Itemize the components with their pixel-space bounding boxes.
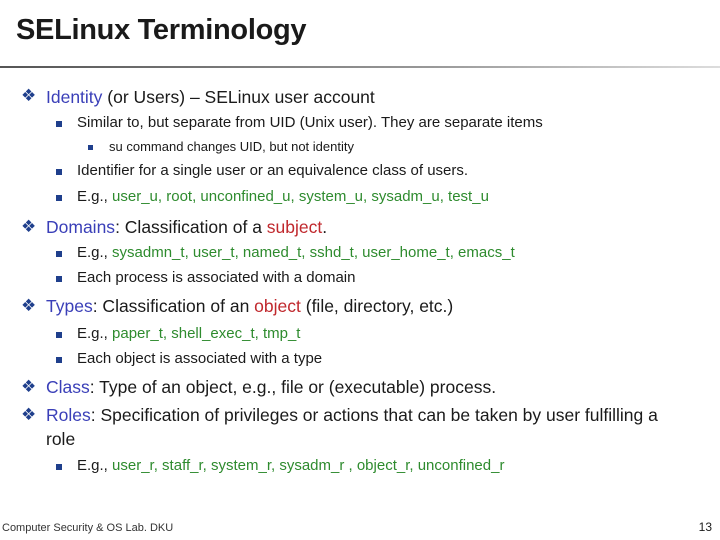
square-bullet-icon xyxy=(56,251,62,257)
term-domains: Domains xyxy=(46,217,116,237)
types-text-a: : Classification of an xyxy=(92,296,255,316)
term-class: Class xyxy=(46,377,90,397)
identity-text: (or Users) – SELinux user account xyxy=(102,87,375,107)
diamond-bullet-icon: ❖ xyxy=(21,217,37,236)
domains-examples: sysadmn_t, user_t, named_t, sshd_t, user_home_t, emacs_t xyxy=(112,244,515,261)
types-text-b: (file, directory, etc.) xyxy=(300,296,454,316)
types-sub-2: Each object is associated with a type xyxy=(77,350,323,367)
page-number: 13 xyxy=(698,520,712,534)
eg-prefix: E.g., xyxy=(77,244,113,261)
bullet-class xyxy=(46,377,496,398)
roles-examples: user_r, staff_r, system_r, sysadm_r , object_r, unconfined_r xyxy=(112,457,505,474)
diamond-bullet-icon: ❖ xyxy=(21,405,37,424)
term-types: Types xyxy=(46,296,93,316)
domains-text-b: . xyxy=(322,217,328,237)
square-bullet-icon xyxy=(56,464,62,470)
bullet-types xyxy=(46,296,453,317)
roles-sub-1 xyxy=(77,457,504,474)
square-bullet-icon xyxy=(56,357,62,363)
roles-text-line-1: : Specification of privileges or actions that can be taken by user fulfilling a xyxy=(90,405,658,425)
square-bullet-icon xyxy=(56,121,62,127)
domains-sub-1 xyxy=(77,244,515,261)
bullet-identity xyxy=(46,87,375,108)
square-bullet-icon xyxy=(56,169,62,175)
types-sub-1 xyxy=(77,325,300,342)
footer-credit: Computer Security & OS Lab. DKU xyxy=(2,522,174,534)
domains-text-a: : Classification of a xyxy=(115,217,267,237)
domains-highlight: subject xyxy=(266,217,323,237)
bullet-roles xyxy=(46,405,658,426)
identity-sub-2: Identifier for a single user or an equivalence class of users. xyxy=(77,162,469,179)
identity-examples: user_u, root, unconfined_u, system_u, sysadm_u, test_u xyxy=(112,188,489,205)
identity-sub-1a: su command changes UID, but not identity xyxy=(109,139,354,154)
class-text: : Type of an object, e.g., file or (executable) process. xyxy=(89,377,497,397)
types-examples: paper_t, shell_exec_t, tmp_t xyxy=(112,325,301,342)
eg-prefix: E.g., xyxy=(77,188,113,205)
term-identity: Identity xyxy=(46,87,103,107)
term-roles: Roles xyxy=(46,405,91,425)
roles-text-line-2: role xyxy=(46,429,76,449)
diamond-bullet-icon: ❖ xyxy=(21,86,37,105)
types-highlight: object xyxy=(254,296,301,316)
bullet-domains xyxy=(46,217,327,238)
eg-prefix: E.g., xyxy=(77,325,113,342)
domains-sub-2: Each process is associated with a domain xyxy=(77,269,356,286)
square-bullet-icon xyxy=(88,145,93,150)
identity-sub-3 xyxy=(77,188,489,205)
square-bullet-icon xyxy=(56,195,62,201)
square-bullet-icon xyxy=(56,332,62,338)
eg-prefix: E.g., xyxy=(77,457,113,474)
slide-title: SELinux Terminology xyxy=(16,14,307,46)
identity-sub-1: Similar to, but separate from UID (Unix user). They are separate items xyxy=(77,114,543,131)
diamond-bullet-icon: ❖ xyxy=(21,377,37,396)
diamond-bullet-icon: ❖ xyxy=(21,296,37,315)
square-bullet-icon xyxy=(56,276,62,282)
